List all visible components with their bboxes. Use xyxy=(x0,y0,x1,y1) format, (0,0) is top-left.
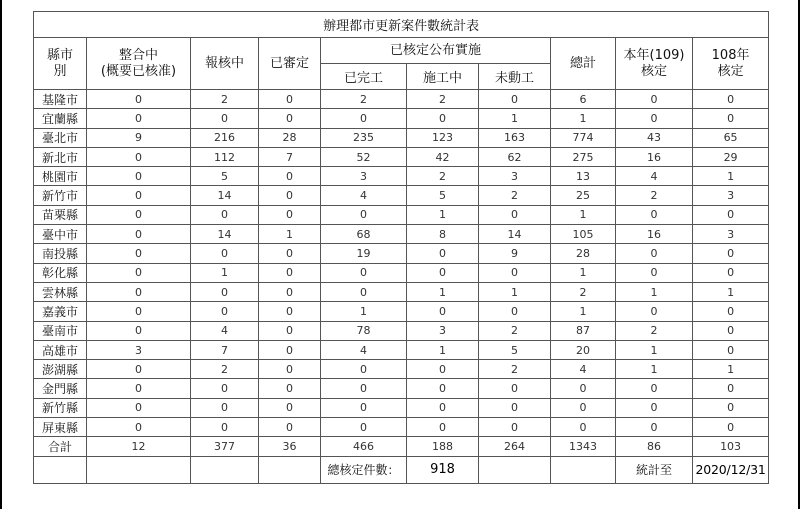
cell-not-started: 1 xyxy=(479,109,551,128)
cell-county: 金門縣 xyxy=(34,379,87,398)
cell-this-year: 2 xyxy=(616,186,693,205)
cell-completed: 1 xyxy=(321,302,407,321)
cell-county: 宜蘭縣 xyxy=(34,109,87,128)
cell-reviewed: 0 xyxy=(259,398,321,417)
cell-integrating: 3 xyxy=(87,340,191,359)
cell-completed: 0 xyxy=(321,418,407,437)
cell-this-year: 1 xyxy=(616,340,693,359)
header-integrating-line1: 整合中 xyxy=(118,47,158,63)
cell-under-construction: 123 xyxy=(407,128,479,147)
cell-completed: 19 xyxy=(321,244,407,263)
header-this-year-line2: 核定 xyxy=(640,63,667,79)
cell-under-construction: 3 xyxy=(407,321,479,340)
cell-county: 新竹市 xyxy=(34,186,87,205)
cell-reporting: 5 xyxy=(191,167,259,186)
cell-last-year: 0 xyxy=(693,340,769,359)
header-last-year xyxy=(693,38,769,90)
cell-completed: 52 xyxy=(321,147,407,166)
table-row xyxy=(34,147,769,166)
cell-county: 臺南市 xyxy=(34,321,87,340)
header-this-year xyxy=(616,38,693,90)
totals-label: 合計 xyxy=(34,437,87,456)
cell-under-construction: 0 xyxy=(407,263,479,282)
cell-under-construction: 0 xyxy=(407,302,479,321)
cell-completed: 0 xyxy=(321,263,407,282)
cell-reporting: 0 xyxy=(191,109,259,128)
cell-reviewed: 0 xyxy=(259,302,321,321)
cell-total: 13 xyxy=(551,167,616,186)
cell-reviewed: 0 xyxy=(259,282,321,301)
totals-reporting: 377 xyxy=(191,437,259,456)
cell-reporting: 4 xyxy=(191,321,259,340)
table-row xyxy=(34,128,769,147)
cell-reporting: 0 xyxy=(191,205,259,224)
cell-not-started: 62 xyxy=(479,147,551,166)
cell-not-started: 0 xyxy=(479,263,551,282)
footer-empty-1 xyxy=(34,456,87,483)
cell-this-year: 16 xyxy=(616,147,693,166)
cell-completed: 2 xyxy=(321,90,407,109)
cell-this-year: 0 xyxy=(616,398,693,417)
cell-county: 新竹縣 xyxy=(34,398,87,417)
table-row xyxy=(34,205,769,224)
cell-reporting: 7 xyxy=(191,340,259,359)
cell-total: 1 xyxy=(551,302,616,321)
cell-under-construction: 1 xyxy=(407,340,479,359)
cell-reviewed: 0 xyxy=(259,186,321,205)
cell-last-year: 0 xyxy=(693,398,769,417)
cell-total: 0 xyxy=(551,379,616,398)
cell-this-year: 4 xyxy=(616,167,693,186)
table-row xyxy=(34,282,769,301)
cell-not-started: 9 xyxy=(479,244,551,263)
cell-not-started: 0 xyxy=(479,398,551,417)
cell-last-year: 3 xyxy=(693,186,769,205)
cell-total: 1 xyxy=(551,263,616,282)
cell-integrating: 0 xyxy=(87,282,191,301)
cell-under-construction: 2 xyxy=(407,90,479,109)
cell-integrating: 0 xyxy=(87,167,191,186)
cell-last-year: 0 xyxy=(693,90,769,109)
header-last-year-line2: 核定 xyxy=(717,63,744,79)
table-row xyxy=(34,340,769,359)
cell-completed: 0 xyxy=(321,360,407,379)
cell-completed: 4 xyxy=(321,340,407,359)
footer-empty-6 xyxy=(551,456,616,483)
header-not-started: 未動工 xyxy=(479,64,551,90)
cell-last-year: 0 xyxy=(693,379,769,398)
cell-not-started: 3 xyxy=(479,167,551,186)
cell-integrating: 0 xyxy=(87,186,191,205)
header-county xyxy=(34,38,87,90)
header-county-line1: 縣市 xyxy=(46,47,73,63)
cell-last-year: 3 xyxy=(693,225,769,244)
cell-total: 1 xyxy=(551,205,616,224)
header-announced-group: 已核定公布實施 xyxy=(321,38,551,64)
header-integrating-line2: (概要已核准) xyxy=(100,63,177,79)
cell-total: 6 xyxy=(551,90,616,109)
cell-not-started: 14 xyxy=(479,225,551,244)
cell-this-year: 43 xyxy=(616,128,693,147)
cell-integrating: 0 xyxy=(87,398,191,417)
cell-total: 20 xyxy=(551,340,616,359)
header-this-year-line1: 本年(109) xyxy=(623,47,685,63)
cell-integrating: 0 xyxy=(87,302,191,321)
cell-reviewed: 0 xyxy=(259,360,321,379)
footer-empty-2 xyxy=(87,456,191,483)
table-row xyxy=(34,244,769,263)
urban-renewal-stats-table xyxy=(33,11,769,484)
header-completed: 已完工 xyxy=(321,64,407,90)
cell-not-started: 0 xyxy=(479,418,551,437)
cell-completed: 0 xyxy=(321,109,407,128)
cell-county: 高雄市 xyxy=(34,340,87,359)
cell-reporting: 2 xyxy=(191,90,259,109)
cell-reviewed: 0 xyxy=(259,263,321,282)
footer-row xyxy=(34,456,769,483)
cell-reviewed: 1 xyxy=(259,225,321,244)
cell-reporting: 0 xyxy=(191,302,259,321)
cell-county: 雲林縣 xyxy=(34,282,87,301)
cell-under-construction: 0 xyxy=(407,418,479,437)
cell-integrating: 0 xyxy=(87,90,191,109)
cell-reporting: 112 xyxy=(191,147,259,166)
cell-not-started: 1 xyxy=(479,282,551,301)
table-title: 辦理都市更新案件數統計表 xyxy=(34,12,769,38)
cell-reviewed: 0 xyxy=(259,321,321,340)
cell-last-year: 0 xyxy=(693,205,769,224)
cell-county: 屏東縣 xyxy=(34,418,87,437)
header-integrating xyxy=(87,38,191,90)
cell-integrating: 0 xyxy=(87,360,191,379)
cell-this-year: 0 xyxy=(616,302,693,321)
cell-completed: 0 xyxy=(321,282,407,301)
cell-reporting: 0 xyxy=(191,398,259,417)
cell-last-year: 29 xyxy=(693,147,769,166)
cell-not-started: 0 xyxy=(479,379,551,398)
totals-integrating: 12 xyxy=(87,437,191,456)
totals-last-year: 103 xyxy=(693,437,769,456)
header-under-construction: 施工中 xyxy=(407,64,479,90)
table-row xyxy=(34,379,769,398)
cell-county: 基隆市 xyxy=(34,90,87,109)
cell-reporting: 0 xyxy=(191,418,259,437)
cell-not-started: 0 xyxy=(479,205,551,224)
cell-under-construction: 0 xyxy=(407,109,479,128)
cell-reviewed: 0 xyxy=(259,379,321,398)
header-last-year-line1: 108年 xyxy=(711,47,750,63)
cell-completed: 3 xyxy=(321,167,407,186)
cell-county: 南投縣 xyxy=(34,244,87,263)
footer-empty-4 xyxy=(259,456,321,483)
cell-total: 87 xyxy=(551,321,616,340)
table-row xyxy=(34,360,769,379)
table-row xyxy=(34,225,769,244)
cell-reporting: 1 xyxy=(191,263,259,282)
cell-this-year: 1 xyxy=(616,360,693,379)
cell-reviewed: 0 xyxy=(259,205,321,224)
cell-last-year: 0 xyxy=(693,418,769,437)
header-total: 總計 xyxy=(551,38,616,90)
cell-under-construction: 0 xyxy=(407,244,479,263)
cell-completed: 78 xyxy=(321,321,407,340)
table-row xyxy=(34,321,769,340)
header-county-line2: 別 xyxy=(53,63,67,79)
cell-this-year: 0 xyxy=(616,90,693,109)
cell-reporting: 2 xyxy=(191,360,259,379)
cell-total: 1 xyxy=(551,109,616,128)
cell-last-year: 0 xyxy=(693,244,769,263)
cell-last-year: 1 xyxy=(693,167,769,186)
cell-this-year: 0 xyxy=(616,244,693,263)
cell-reviewed: 0 xyxy=(259,244,321,263)
cell-this-year: 0 xyxy=(616,418,693,437)
cell-under-construction: 1 xyxy=(407,282,479,301)
cell-completed: 0 xyxy=(321,398,407,417)
table-row xyxy=(34,418,769,437)
cell-last-year: 1 xyxy=(693,360,769,379)
cell-county: 桃園市 xyxy=(34,167,87,186)
table-row xyxy=(34,109,769,128)
cell-this-year: 1 xyxy=(616,282,693,301)
cell-completed: 68 xyxy=(321,225,407,244)
cell-under-construction: 0 xyxy=(407,379,479,398)
cell-this-year: 0 xyxy=(616,263,693,282)
cell-under-construction: 42 xyxy=(407,147,479,166)
table-row xyxy=(34,186,769,205)
cell-not-started: 163 xyxy=(479,128,551,147)
cell-not-started: 2 xyxy=(479,186,551,205)
as-of-label: 統計至 xyxy=(616,456,693,483)
cell-total: 105 xyxy=(551,225,616,244)
cell-total: 2 xyxy=(551,282,616,301)
cell-this-year: 0 xyxy=(616,205,693,224)
cell-last-year: 65 xyxy=(693,128,769,147)
cell-completed: 0 xyxy=(321,379,407,398)
cell-reporting: 14 xyxy=(191,225,259,244)
cell-integrating: 0 xyxy=(87,379,191,398)
cell-county: 澎湖縣 xyxy=(34,360,87,379)
totals-completed: 466 xyxy=(321,437,407,456)
cell-integrating: 0 xyxy=(87,263,191,282)
totals-under-construction: 188 xyxy=(407,437,479,456)
cell-last-year: 0 xyxy=(693,302,769,321)
totals-row xyxy=(34,437,769,456)
approved-total-label: 總核定件數： xyxy=(321,456,407,483)
table-row xyxy=(34,398,769,417)
totals-total: 1343 xyxy=(551,437,616,456)
cell-reviewed: 0 xyxy=(259,109,321,128)
cell-reviewed: 0 xyxy=(259,340,321,359)
cell-county: 臺北市 xyxy=(34,128,87,147)
cell-reporting: 0 xyxy=(191,282,259,301)
cell-reporting: 0 xyxy=(191,379,259,398)
window-frame-left xyxy=(0,0,2,509)
cell-reviewed: 7 xyxy=(259,147,321,166)
cell-under-construction: 2 xyxy=(407,167,479,186)
cell-this-year: 2 xyxy=(616,321,693,340)
cell-not-started: 2 xyxy=(479,321,551,340)
cell-reviewed: 0 xyxy=(259,418,321,437)
table-row xyxy=(34,263,769,282)
totals-not-started: 264 xyxy=(479,437,551,456)
cell-under-construction: 0 xyxy=(407,398,479,417)
cell-integrating: 9 xyxy=(87,128,191,147)
totals-this-year: 86 xyxy=(616,437,693,456)
as-of-date: 2020/12/31 xyxy=(693,456,769,483)
header-reviewed: 已審定 xyxy=(259,38,321,90)
cell-county: 臺中市 xyxy=(34,225,87,244)
cell-not-started: 0 xyxy=(479,302,551,321)
cell-total: 25 xyxy=(551,186,616,205)
table-row xyxy=(34,167,769,186)
cell-reviewed: 28 xyxy=(259,128,321,147)
cell-under-construction: 5 xyxy=(407,186,479,205)
cell-integrating: 0 xyxy=(87,109,191,128)
cell-completed: 235 xyxy=(321,128,407,147)
cell-integrating: 0 xyxy=(87,205,191,224)
cell-integrating: 0 xyxy=(87,418,191,437)
cell-total: 0 xyxy=(551,398,616,417)
cell-reporting: 216 xyxy=(191,128,259,147)
cell-last-year: 0 xyxy=(693,109,769,128)
cell-completed: 4 xyxy=(321,186,407,205)
cell-county: 新北市 xyxy=(34,147,87,166)
cell-total: 28 xyxy=(551,244,616,263)
header-reporting: 報核中 xyxy=(191,38,259,90)
cell-this-year: 0 xyxy=(616,379,693,398)
cell-county: 苗栗縣 xyxy=(34,205,87,224)
approved-total-value: 918 xyxy=(407,456,479,483)
cell-integrating: 0 xyxy=(87,244,191,263)
cell-reporting: 0 xyxy=(191,244,259,263)
cell-reporting: 14 xyxy=(191,186,259,205)
cell-this-year: 16 xyxy=(616,225,693,244)
cell-integrating: 0 xyxy=(87,321,191,340)
table-row xyxy=(34,302,769,321)
cell-total: 275 xyxy=(551,147,616,166)
cell-under-construction: 0 xyxy=(407,360,479,379)
cell-reviewed: 0 xyxy=(259,167,321,186)
cell-last-year: 1 xyxy=(693,282,769,301)
cell-not-started: 2 xyxy=(479,360,551,379)
cell-completed: 0 xyxy=(321,205,407,224)
cell-total: 774 xyxy=(551,128,616,147)
totals-reviewed: 36 xyxy=(259,437,321,456)
cell-this-year: 0 xyxy=(616,109,693,128)
cell-county: 彰化縣 xyxy=(34,263,87,282)
cell-not-started: 5 xyxy=(479,340,551,359)
cell-reviewed: 0 xyxy=(259,90,321,109)
cell-last-year: 0 xyxy=(693,321,769,340)
cell-not-started: 0 xyxy=(479,90,551,109)
cell-total: 0 xyxy=(551,418,616,437)
table-row xyxy=(34,90,769,109)
cell-integrating: 0 xyxy=(87,147,191,166)
cell-total: 4 xyxy=(551,360,616,379)
cell-under-construction: 8 xyxy=(407,225,479,244)
footer-empty-5 xyxy=(479,456,551,483)
cell-integrating: 0 xyxy=(87,225,191,244)
cell-last-year: 0 xyxy=(693,263,769,282)
cell-under-construction: 1 xyxy=(407,205,479,224)
footer-empty-3 xyxy=(191,456,259,483)
cell-county: 嘉義市 xyxy=(34,302,87,321)
